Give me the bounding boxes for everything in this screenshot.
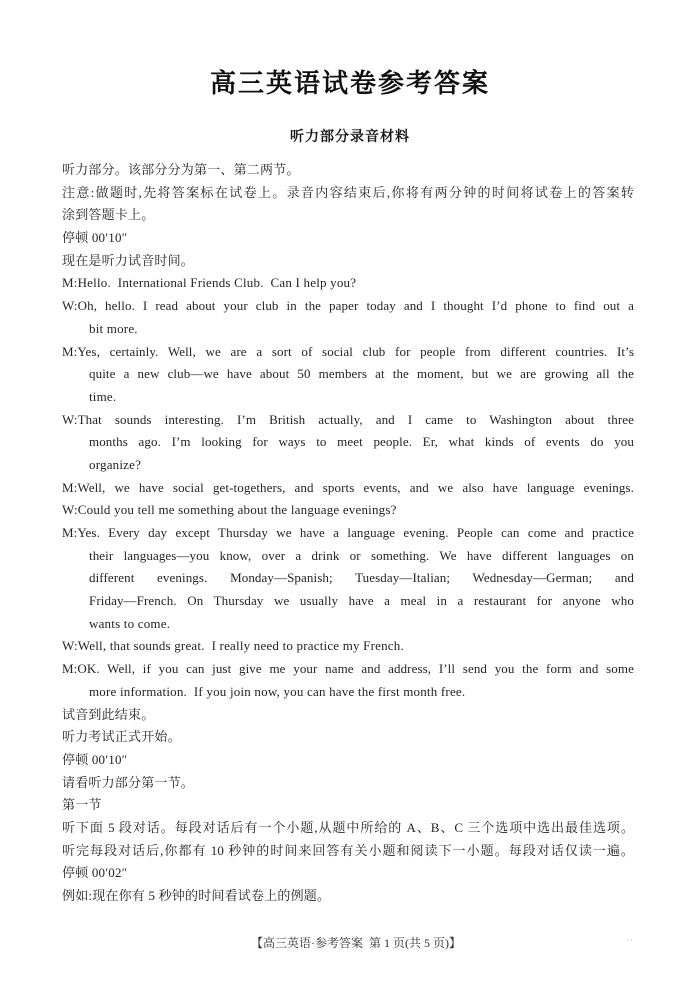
transcript-line: months ago. I’m looking for ways to meet people. Er, what kinds of events do you	[89, 434, 634, 450]
transcript-line: W:Well, that sounds great. I really need to practice my French.	[62, 638, 404, 654]
transcript-line: their languages—you know, over a drink or something. We have different languages on	[89, 547, 634, 563]
transcript-line: 听力部分。该部分分为第一、第二两节。	[62, 162, 300, 177]
transcript-body	[62, 159, 634, 908]
scan-artifact-mark: ··	[626, 935, 634, 945]
transcript-line: 例如:现在你有 5 秒钟的时间看试卷上的例题。	[62, 888, 331, 903]
transcript-line: more information. If you join now, you can have the first month free.	[89, 683, 466, 699]
transcript-line: 停顿 00′02″	[62, 865, 128, 881]
transcript-line: 听下面 5 段对话。每段对话后有一个小题,从题中所给的 A、B、C 三个选项中选出最佳选项。	[62, 819, 634, 835]
transcript-line: 听力考试正式开始。	[62, 729, 181, 745]
transcript-line: 第一节	[62, 797, 102, 813]
transcript-line: W:Oh, hello. I read about your club in the paper today and I thought I’d phone to find out a	[62, 298, 634, 314]
page-footer	[0, 919, 700, 967]
transcript-line: M:Yes, certainly. Well, we are a sort of social club for people from different countries. It’s	[62, 343, 634, 359]
transcript-line: 现在是听力试音时间。	[62, 252, 195, 268]
transcript-line: 停顿 00′10″	[62, 751, 128, 767]
section-heading: 听力部分录音材料	[290, 128, 410, 144]
transcript-line: time.	[89, 388, 117, 404]
transcript-line: 听完每段对话后,你都有 10 秒钟的时间来回答有关小题和阅读下一小题。每段对话仅读一遍。	[62, 842, 634, 858]
transcript-line: M:Yes. Every day except Thursday we have a language evening. People can come and practice	[62, 525, 634, 540]
transcript-line: 注意:做题时,先将答案标在试卷上。录音内容结束后,你将有两分钟的时间将试卷上的答案转	[62, 184, 634, 200]
page-title: 高三英语试卷参考答案	[209, 68, 490, 98]
transcript-line: bit more.	[89, 320, 138, 336]
transcript-line: W:Could you tell me something about the language evenings?	[62, 502, 397, 518]
transcript-line: organize?	[89, 456, 142, 472]
transcript-line: 试音到此结束。	[62, 706, 155, 722]
transcript-line: 请看听力部分第一节。	[62, 774, 195, 790]
transcript-line: Friday—French. On Thursday we usually have a meal in a restaurant for anyone who	[89, 593, 634, 609]
transcript-line: wants to come.	[89, 615, 171, 631]
transcript-line: M:Well, we have social get-togethers, and sports events, and we also have language evenings.	[62, 479, 634, 495]
transcript-line: 停顿 00′10″	[62, 230, 128, 246]
transcript-line: W:That sounds interesting. I’m British actually, and I came to Washington about three	[62, 411, 634, 427]
transcript-line: M:Hello. International Friends Club. Can I help you?	[62, 275, 357, 291]
transcript-line: M:OK. Well, if you can just give me your name and address, I’ll send you the form and some	[62, 661, 634, 677]
transcript-line: different evenings. Monday—Spanish; Tuesday—Italian; Wednesday—German; and	[89, 570, 634, 586]
transcript-line: 涂到答题卡上。	[62, 207, 155, 223]
footer-text: 【高三英语·参考答案 第 1 页(共 5 页)】	[251, 936, 461, 950]
transcript-line: quite a new club—we have about 50 members at the moment, but we are growing all the	[89, 366, 634, 382]
